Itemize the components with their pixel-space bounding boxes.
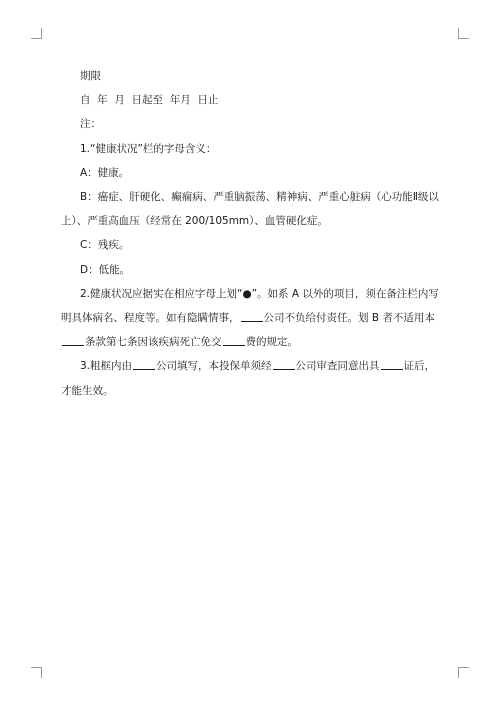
crop-mark-bottom-right [458,667,469,678]
period-line: 自 年 月 日起至 年月 日止 [80,94,219,107]
note-label: 注： [80,118,101,131]
item-2-text-1: 2.健康状况应据实在相应字母上划“●”。如系 A 以外的项目，须在备注栏内写明具体病名、程度等。如有隐瞒情事， [61,287,439,325]
heading-period: 期限 [80,70,101,82]
item-2-text-4: 费的规定。 [245,336,298,349]
document-body [61,64,441,403]
crop-mark-bottom-left [31,667,42,678]
item-1-title: 1.“健康状况”栏的字母含义： [80,142,217,155]
item-3-text-2: 公司填写，本投保单须经 [156,360,272,373]
item-1-c: C：残疾。 [80,239,130,252]
crop-mark-top-left [31,28,42,39]
blank-field [223,334,245,346]
blank-field [381,358,403,370]
item-3-text-4: 证后，才能生效。 [61,360,436,397]
item-2-text-2: 公司不负给付责任。划 B 者不适用本 [263,312,435,325]
item-3-text-1: 3.粗框内由 [80,360,133,373]
blank-field [62,334,84,346]
item-1-b: B：癌症、肝硬化、癫痫病、严重脑振荡、精神病、严重心脏病（心功能Ⅱ级以上）、严重高血压（经常在 200/105mm）、血管硬化症。 [61,191,439,228]
item-3 [61,354,441,402]
item-1-d: D：低能。 [80,263,131,276]
item-2 [61,282,441,355]
blank-field [133,358,155,370]
item-1-a: A：健康。 [80,166,130,179]
item-2-text-3: 条款第七条因该疾病死亡免交 [85,336,222,349]
blank-field [273,358,295,370]
crop-mark-top-right [458,28,469,39]
blank-field [241,310,263,322]
item-3-text-3: 公司审查同意出具 [295,360,380,373]
